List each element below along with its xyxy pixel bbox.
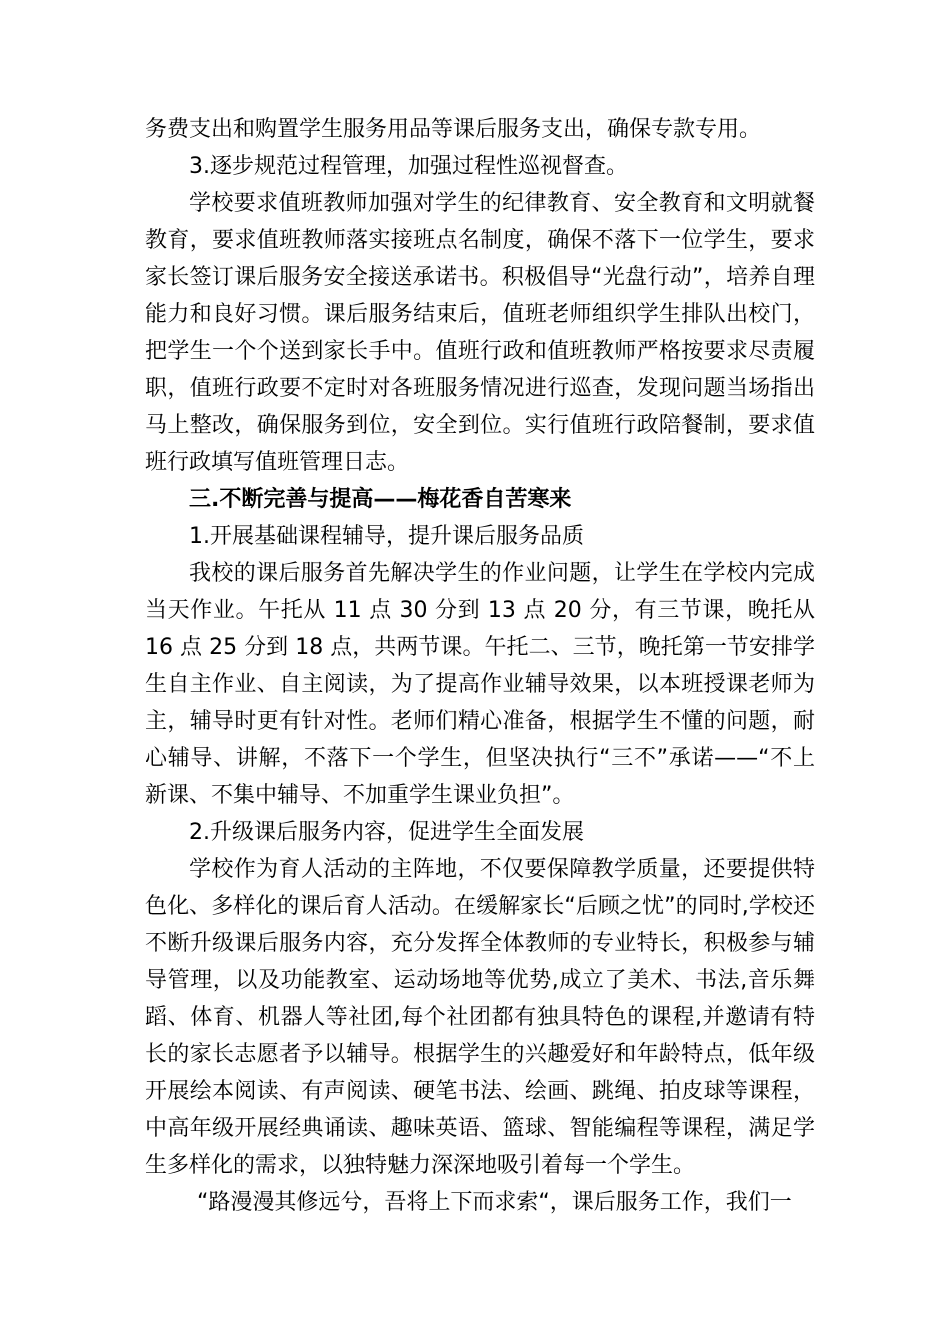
subheading-upgrade-content: 2.升级课后服务内容，促进学生全面发展 bbox=[189, 820, 584, 845]
paragraph-closing-quote: “路漫漫其修远兮，吾将上下而求索“，课后服务工作，我们一 bbox=[197, 1190, 792, 1215]
paragraph-homework-service: 我校的课后服务首先解决学生的作业问题，让学生在学校内完成当天作业。午托从 11 点 30 分到 13 点 20 分，有三节课，晚托从 16 点 25 分到 18 点，共两节课。午托二、三节，晚托第一节安排学生自主作业、自主阅读，为了提高作业辅导效果，以本班授课老师为主，辅导时更有针对性。老师们精心准备，根据学生不懂的问题，耐心辅导、讲解，不落下一个学生，但坚决执行“三不”承诺——“不上新课、不集中辅导、不加重学生课业负担”。 bbox=[145, 561, 815, 808]
paragraph-clubs-activities: 学校作为育人活动的主阵地，不仅要保障教学质量，还要提供特色化、多样化的课后育人活动。在缓解家长“后顾之忧”的同时,学校还不断升级课后服务内容，充分发挥全体教师的专业特长，积极参与辅导管理，以及功能教室、运动场地等优势,成立了美术、书法,音乐舞蹈、体育、机器人等社团,每个社团都有独具特色的课程,并邀请有特长的家长志愿者予以辅导。根据学生的兴趣爱好和年龄特点，低年级开展绘本阅读、有声阅读、硬笔书法、绘画、跳绳、拍皮球等课程，中高年级开展经典诵读、趣味英语、篮球、智能编程等课程，满足学生多样化的需求，以独特魅力深深地吸引着每一个学生。 bbox=[145, 857, 815, 1178]
subheading-basic-tutoring: 1.开展基础课程辅导，提升课后服务品质 bbox=[189, 524, 584, 549]
paragraph-budget-continuation: 务费支出和购置学生服务用品等课后服务支出，确保专款专用。 bbox=[145, 117, 762, 142]
section-heading-improvement: 三.不断完善与提高——梅花香自苦寒来 bbox=[189, 487, 572, 512]
document-body bbox=[145, 111, 815, 1221]
paragraph-duty-teachers: 学校要求值班教师加强对学生的纪律教育、安全教育和文明就餐教育，要求值班教师落实接班点名制度，确保不落下一位学生，要求家长签订课后服务安全接送承诺书。积极倡导“光盘行动”，培养自理能力和良好习惯。课后服务结束后，值班老师组织学生排队出校门，把学生一个个送到家长手中。值班行政和值班教师严格按要求尽责履职，值班行政要不定时对各班服务情况进行巡查，发现问题当场指出马上整改，确保服务到位，安全到位。实行值班行政陪餐制，要求值班行政填写值班管理日志。 bbox=[145, 191, 815, 475]
subheading-process-management: 3.逐步规范过程管理，加强过程性巡视督查。 bbox=[189, 154, 628, 179]
